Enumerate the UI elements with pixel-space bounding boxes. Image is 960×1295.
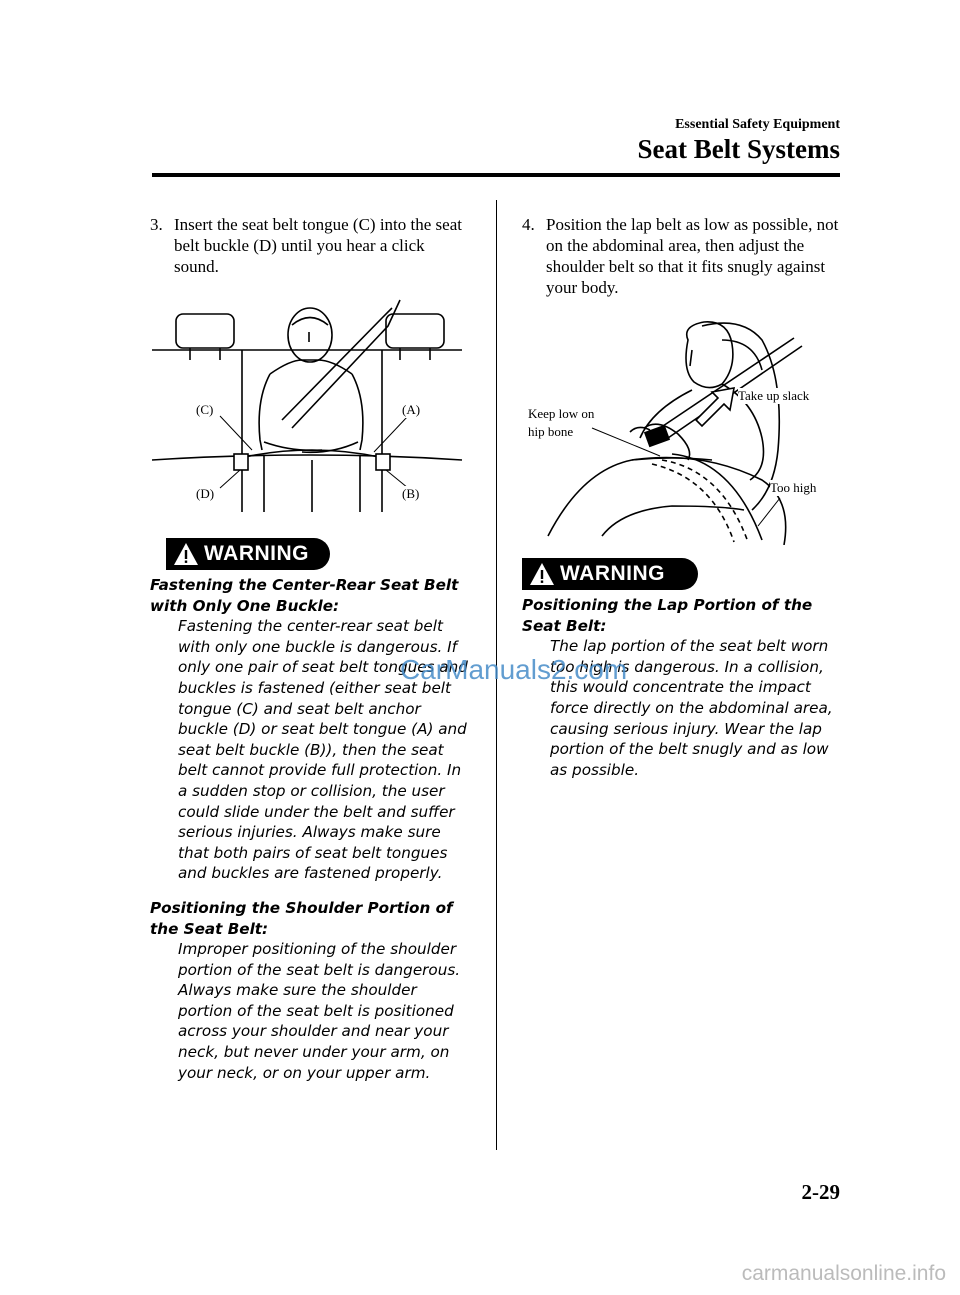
step-number: 4. (522, 215, 535, 234)
figure-center-rear-seat-belt (152, 290, 467, 515)
warning-label: WARNING (560, 562, 665, 585)
step-3 (150, 214, 465, 277)
label-c: (C) (196, 402, 214, 417)
label-d: (D) (196, 486, 215, 501)
label-too-high: Too high (770, 480, 817, 495)
warning-text-right (522, 595, 840, 780)
step-text: Position the lap belt as low as possible, not on the abdominal area, then adjust the shoulder belt so that it fits snugly against your body. (546, 215, 839, 297)
warning-heading: Fastening the Center-Rear Seat Belt with Only One Buckle: (150, 576, 459, 615)
page-number: 2-29 (801, 1180, 840, 1204)
warning-body: Fastening the center-rear seat belt with only one buckle is dangerous. If only one pair of seat belt tongues and buckles is fastened (either seat belt tongue (C) and seat belt anchor buckle (D) or seat belt tongue (A) and seat belt buckle (B)), then the seat belt cannot provide full protection. In a sudden stop or collision, the user could slide under the belt and suffer serious injuries. Always make sure that both pairs of seat belt tongues and buckles are fastened properly. (178, 617, 468, 883)
label-take-up-slack: Take up slack (738, 388, 810, 403)
section-subtitle: Essential Safety Equipment (675, 117, 840, 132)
label-keep-low: Keep low on (528, 406, 595, 421)
warning-triangle-icon (173, 542, 199, 566)
warning-triangle-icon (529, 562, 555, 586)
figure-lap-belt-position (522, 310, 840, 545)
label-hip-bone: hip bone (528, 424, 574, 439)
warning-text-left (150, 575, 475, 1083)
header-rule (152, 173, 840, 177)
page-title: Seat Belt Systems (637, 134, 840, 164)
warning-body: Improper positioning of the shoulder portion of the seat belt is dangerous. Always make sure the shoulder portion of the seat belt is positioned across your shoulder and near your neck, but never under your arm, on your neck, or on your upper arm. (178, 940, 461, 1082)
warning-badge (522, 558, 698, 590)
step-text: Insert the seat belt tongue (C) into the seat belt buckle (D) until you hear a click sound. (174, 215, 462, 276)
step-4 (522, 214, 842, 298)
label-b: (B) (402, 486, 420, 501)
watermark: CarManuals2.com (400, 654, 628, 685)
warning-label: WARNING (204, 542, 309, 565)
step-number: 3. (150, 215, 163, 234)
footer-watermark: carmanualsonline.info (741, 1262, 946, 1285)
warning-heading: Positioning the Shoulder Portion of the Seat Belt: (150, 898, 453, 938)
label-a: (A) (402, 402, 421, 417)
warning-heading: Positioning the Lap Portion of the Seat Belt: (522, 596, 813, 635)
warning-body: The lap portion of the seat belt worn too high is dangerous. In a collision, this would concentrate the impact force directly on the abdominal area, causing serious injury. Wear the lap portion of the belt snugly and as low as possible. (550, 637, 833, 779)
warning-badge (166, 538, 330, 570)
